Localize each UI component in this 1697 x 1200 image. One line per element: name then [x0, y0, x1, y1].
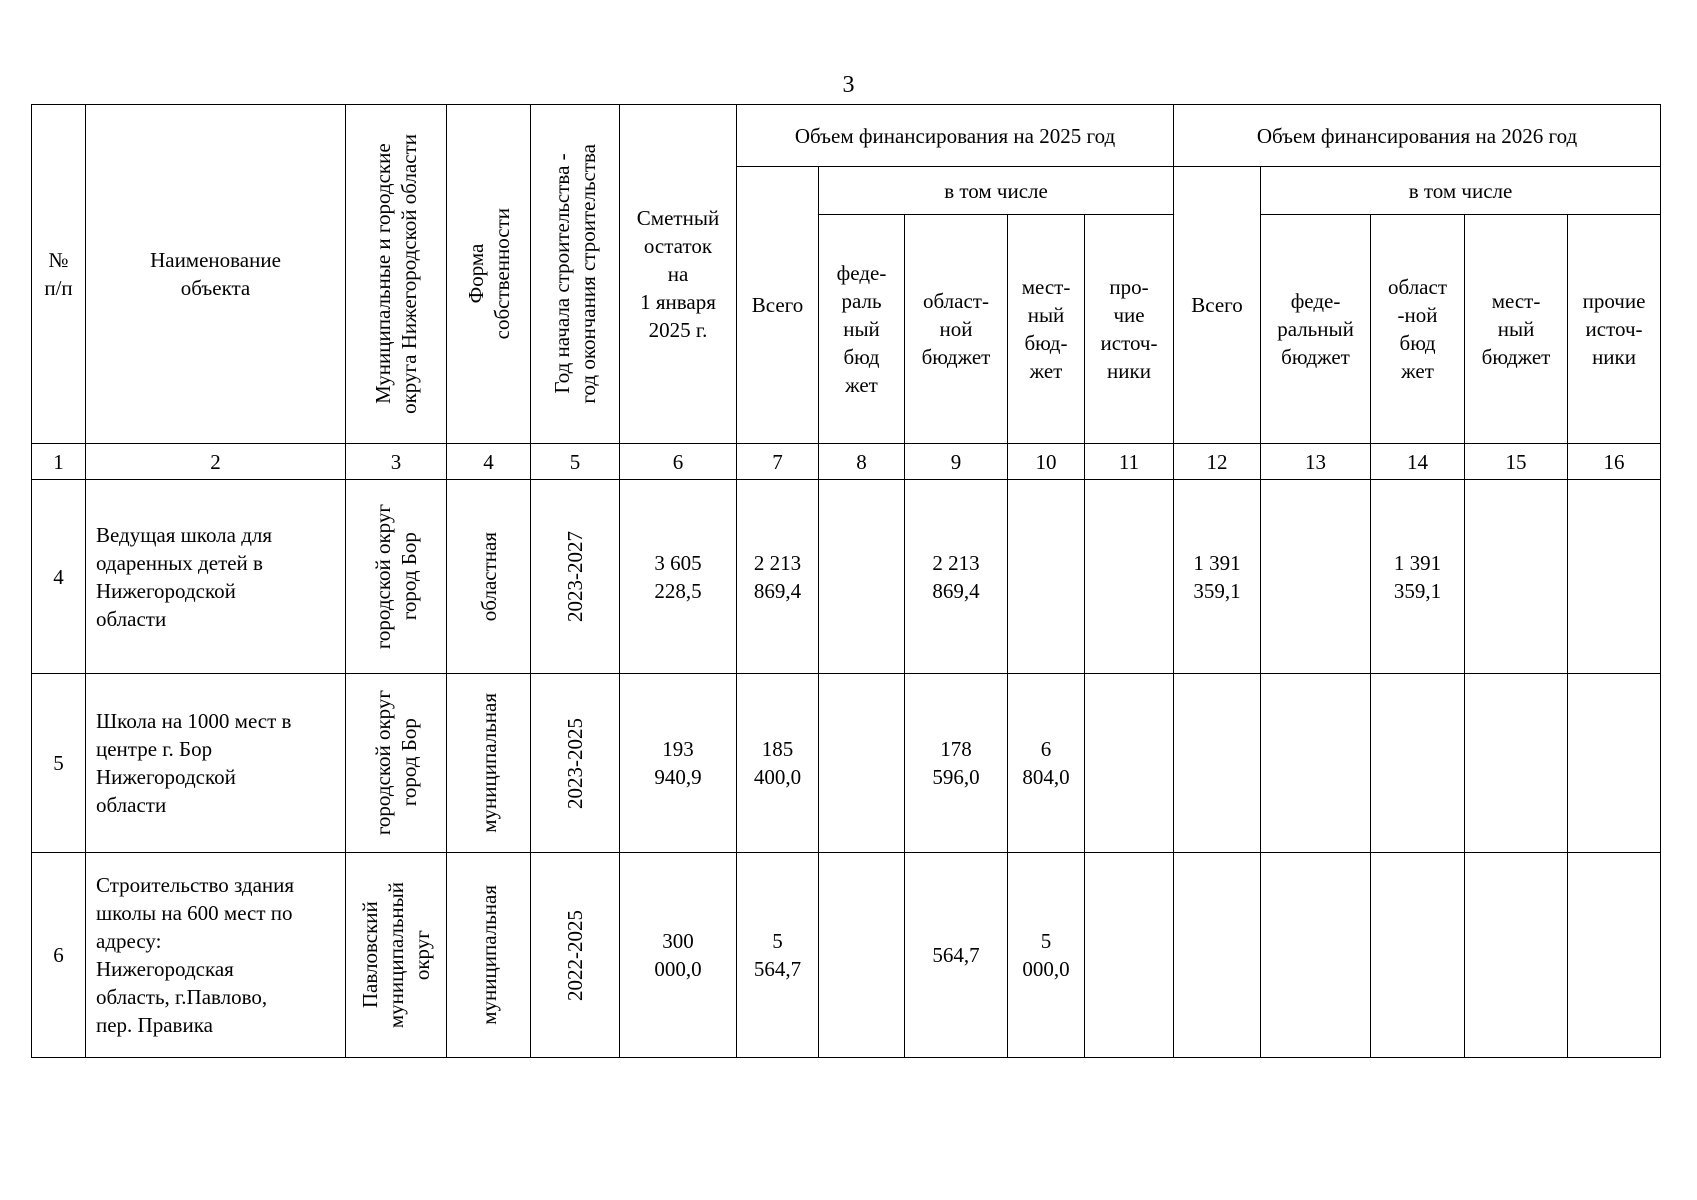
- table-row: [32, 853, 1661, 1058]
- column-numbers-row: [32, 444, 1661, 480]
- construction-financing-table: [31, 104, 1661, 1058]
- federal-2025-cell: [819, 853, 905, 1058]
- page-number: 3: [842, 72, 855, 98]
- column-number: 2: [86, 444, 346, 480]
- estimate-cell: 300 000,0: [620, 853, 737, 1058]
- header-other-2025: про- чие источ- ники: [1085, 215, 1174, 444]
- municipality-cell: Павловский муниципальный округ: [346, 853, 447, 1058]
- column-number: 11: [1085, 444, 1174, 480]
- years-cell: 2022-2025: [531, 853, 620, 1058]
- total-2026-cell: [1174, 674, 1261, 853]
- header-financing-2025: Объем финансирования на 2025 год: [737, 105, 1174, 167]
- total-2025-cell: 185 400,0: [737, 674, 819, 853]
- local-2025-cell: 6 804,0: [1008, 674, 1085, 853]
- table-row: [32, 480, 1661, 674]
- header-regional-2026: област -ной бюд жет: [1371, 215, 1465, 444]
- column-number: 5: [531, 444, 620, 480]
- federal-2026-cell: [1261, 853, 1371, 1058]
- column-number: 7: [737, 444, 819, 480]
- column-number: 8: [819, 444, 905, 480]
- other-2025-cell: [1085, 674, 1174, 853]
- ownership-cell: муниципальная: [447, 674, 531, 853]
- header-ownership: Форма собственности: [447, 105, 531, 444]
- column-number: 14: [1371, 444, 1465, 480]
- object-name: Строительство здания школы на 600 мест по адресу: Нижегородская область, г.Павлово, пер. Правика: [86, 853, 346, 1058]
- other-2026-cell: [1568, 480, 1661, 674]
- ownership-cell: муниципальная: [447, 853, 531, 1058]
- table-row: [32, 674, 1661, 853]
- total-2025-cell: 5 564,7: [737, 853, 819, 1058]
- estimate-cell: 3 605 228,5: [620, 480, 737, 674]
- estimate-cell: 193 940,9: [620, 674, 737, 853]
- federal-2026-cell: [1261, 480, 1371, 674]
- header-regional-2025: област- ной бюджет: [905, 215, 1008, 444]
- municipality-cell: городской округ город Бор: [346, 480, 447, 674]
- row-num: 6: [32, 853, 86, 1058]
- header-name: Наименование объекта: [86, 105, 346, 444]
- total-2026-cell: [1174, 853, 1261, 1058]
- header-federal-2025: феде- раль ный бюд жет: [819, 215, 905, 444]
- column-number: 1: [32, 444, 86, 480]
- header-including-2026: в том числе: [1261, 167, 1661, 215]
- header-including-2025: в том числе: [819, 167, 1174, 215]
- header-other-2026: прочие источ- ники: [1568, 215, 1661, 444]
- column-number: 6: [620, 444, 737, 480]
- row-num: 4: [32, 480, 86, 674]
- header-federal-2026: феде- ральный бюджет: [1261, 215, 1371, 444]
- local-2026-cell: [1465, 674, 1568, 853]
- column-number: 10: [1008, 444, 1085, 480]
- other-2026-cell: [1568, 674, 1661, 853]
- federal-2026-cell: [1261, 674, 1371, 853]
- municipality-cell: городской округ город Бор: [346, 674, 447, 853]
- header-total-2026: Всего: [1174, 167, 1261, 444]
- other-2025-cell: [1085, 480, 1174, 674]
- object-name: Школа на 1000 мест в центре г. Бор Нижегородской области: [86, 674, 346, 853]
- column-number: 15: [1465, 444, 1568, 480]
- header-municipality: Муниципальные и городские округа Нижегородской области: [346, 105, 447, 444]
- regional-2026-cell: [1371, 853, 1465, 1058]
- local-2025-cell: 5 000,0: [1008, 853, 1085, 1058]
- ownership-cell: областная: [447, 480, 531, 674]
- column-number: 3: [346, 444, 447, 480]
- column-number: 4: [447, 444, 531, 480]
- column-number: 9: [905, 444, 1008, 480]
- years-cell: 2023-2027: [531, 480, 620, 674]
- years-cell: 2023-2025: [531, 674, 620, 853]
- header-local-2026: мест- ный бюджет: [1465, 215, 1568, 444]
- other-2026-cell: [1568, 853, 1661, 1058]
- header-row-1: [32, 105, 1661, 167]
- total-2026-cell: 1 391 359,1: [1174, 480, 1261, 674]
- header-years: Год начала строительства - год окончания строительства: [531, 105, 620, 444]
- header-total-2025: Всего: [737, 167, 819, 444]
- column-number: 16: [1568, 444, 1661, 480]
- regional-2025-cell: 564,7: [905, 853, 1008, 1058]
- regional-2025-cell: 2 213 869,4: [905, 480, 1008, 674]
- total-2025-cell: 2 213 869,4: [737, 480, 819, 674]
- header-financing-2026: Объем финансирования на 2026 год: [1174, 105, 1661, 167]
- local-2025-cell: [1008, 480, 1085, 674]
- column-number: 12: [1174, 444, 1261, 480]
- header-num: № п/п: [32, 105, 86, 444]
- row-num: 5: [32, 674, 86, 853]
- regional-2026-cell: [1371, 674, 1465, 853]
- regional-2026-cell: 1 391 359,1: [1371, 480, 1465, 674]
- other-2025-cell: [1085, 853, 1174, 1058]
- federal-2025-cell: [819, 480, 905, 674]
- federal-2025-cell: [819, 674, 905, 853]
- object-name: Ведущая школа для одаренных детей в Нижегородской области: [86, 480, 346, 674]
- local-2026-cell: [1465, 853, 1568, 1058]
- column-number: 13: [1261, 444, 1371, 480]
- header-local-2025: мест- ный бюд- жет: [1008, 215, 1085, 444]
- regional-2025-cell: 178 596,0: [905, 674, 1008, 853]
- header-estimate: Сметный остаток на 1 января 2025 г.: [620, 105, 737, 444]
- local-2026-cell: [1465, 480, 1568, 674]
